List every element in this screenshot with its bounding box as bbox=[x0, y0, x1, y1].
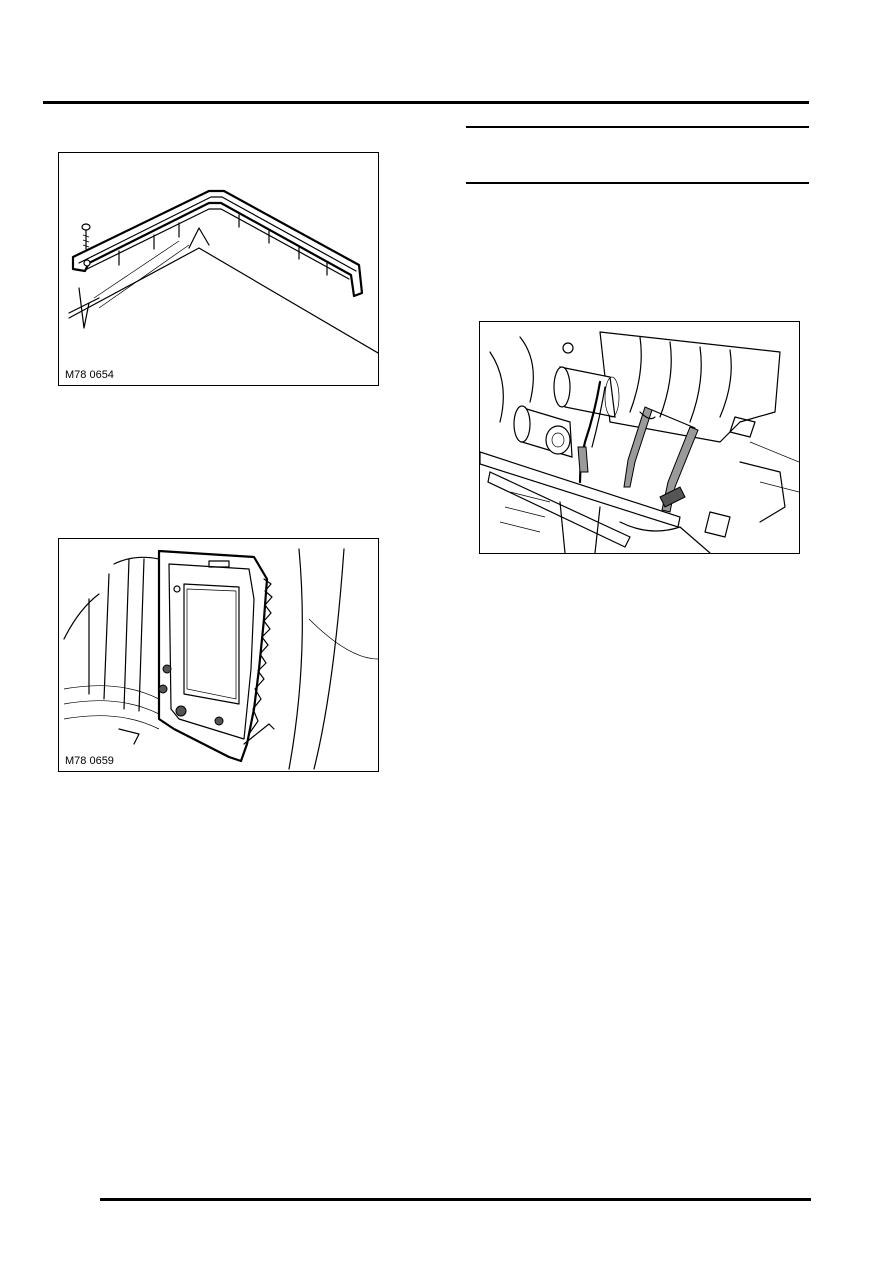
figure-trim-panel bbox=[58, 152, 379, 386]
right-column-bottom-rule bbox=[466, 182, 809, 184]
figure-code: M78 0659 bbox=[65, 755, 114, 767]
figure-seat-back-panel bbox=[58, 538, 379, 772]
seat-back-illustration bbox=[59, 539, 378, 771]
footer-rule bbox=[100, 1198, 811, 1201]
engine-bay-illustration bbox=[480, 322, 799, 553]
figure-engine-connectors bbox=[479, 321, 800, 554]
screw-icon bbox=[82, 224, 90, 230]
header-rule bbox=[43, 101, 809, 104]
trim-panel-illustration bbox=[59, 153, 378, 385]
figure-code: M78 0654 bbox=[65, 369, 114, 381]
right-column-top-rule bbox=[466, 126, 809, 128]
